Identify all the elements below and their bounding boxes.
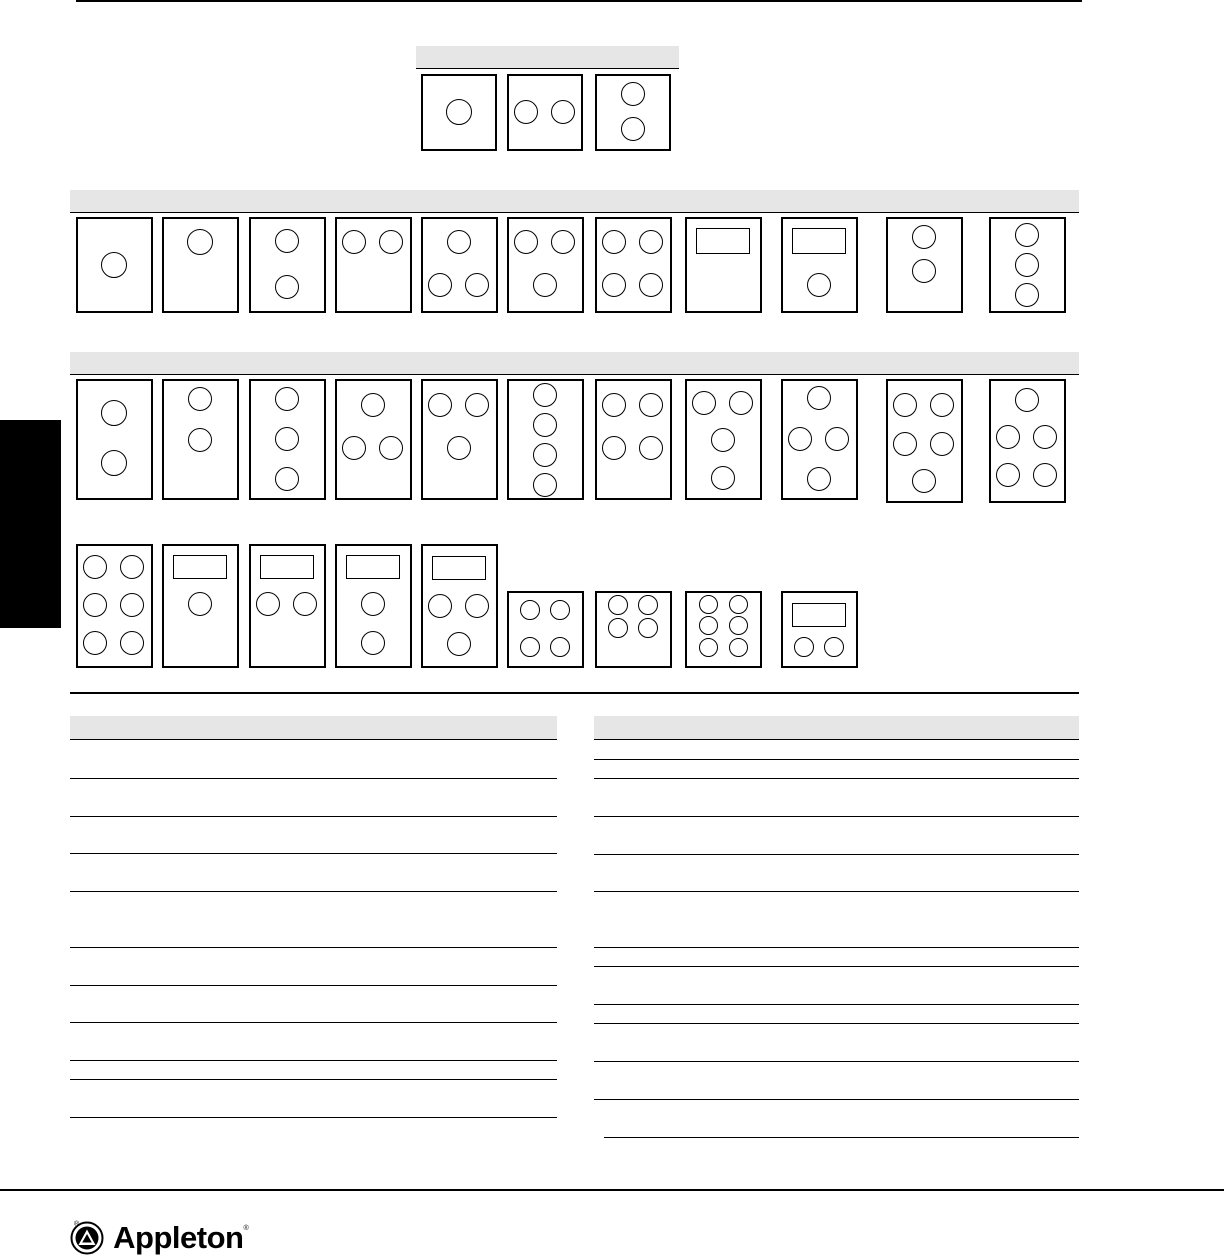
operator-circle-icon <box>447 436 471 460</box>
cover-diagram-g2-3 <box>249 217 326 313</box>
left-table-header <box>70 716 557 740</box>
table-row <box>594 1004 1079 1005</box>
operator-circle-icon <box>188 428 212 452</box>
operator-circle-icon <box>533 473 557 497</box>
operator-circle-icon <box>188 387 212 411</box>
operator-circle-icon <box>361 393 385 417</box>
operator-circle-icon <box>101 252 127 278</box>
operator-circle-icon <box>465 594 489 618</box>
cover-diagram-g4-9 <box>781 591 858 668</box>
operator-circle-icon <box>514 100 538 124</box>
meter-window-icon <box>792 603 846 627</box>
operator-circle-icon <box>120 555 144 579</box>
operator-circle-icon <box>638 618 658 638</box>
cover-diagram-g3-7 <box>595 379 672 500</box>
table-row <box>594 854 1079 855</box>
cover-diagram-g3-9 <box>781 379 858 500</box>
table-row <box>594 778 1079 779</box>
operator-circle-icon <box>533 443 557 467</box>
cover-diagram-g3-1 <box>76 379 153 500</box>
table-row <box>604 1137 1079 1138</box>
operator-circle-icon <box>533 383 557 407</box>
operator-circle-icon <box>1033 425 1057 449</box>
meter-window-icon <box>432 556 486 580</box>
table-row <box>70 891 557 892</box>
cover-diagram-g2-5 <box>421 217 498 313</box>
operator-circle-icon <box>428 393 452 417</box>
group-1-header-band <box>416 46 679 69</box>
operator-circle-icon <box>699 595 718 614</box>
operator-circle-icon <box>275 275 299 299</box>
operator-circle-icon <box>794 637 814 657</box>
operator-circle-icon <box>692 391 716 415</box>
table-row <box>594 816 1079 817</box>
operator-circle-icon <box>428 594 452 618</box>
cover-diagram-g2-4 <box>335 217 412 313</box>
appleton-logo <box>70 1218 249 1258</box>
operator-circle-icon <box>428 273 452 297</box>
operator-circle-icon <box>638 595 658 615</box>
operator-circle-icon <box>293 592 317 616</box>
table-row <box>594 947 1079 948</box>
cover-diagram-g4-5 <box>421 544 498 668</box>
operator-circle-icon <box>996 425 1020 449</box>
operator-circle-icon <box>83 555 107 579</box>
operator-circle-icon <box>711 428 735 452</box>
operator-circle-icon <box>187 229 213 255</box>
table-row <box>70 1117 557 1118</box>
section-thumb-tab <box>0 420 61 628</box>
table-row <box>594 1061 1079 1062</box>
operator-circle-icon <box>912 225 936 249</box>
operator-circle-icon <box>342 230 366 254</box>
table-row <box>70 1079 557 1080</box>
operator-circle-icon <box>602 230 626 254</box>
operator-circle-icon <box>608 618 628 638</box>
operator-circle-icon <box>361 592 385 616</box>
cover-diagram-g2-1 <box>76 217 153 313</box>
operator-circle-icon <box>807 273 831 297</box>
table-row <box>594 966 1079 967</box>
operator-circle-icon <box>447 230 471 254</box>
operator-circle-icon <box>465 273 489 297</box>
operator-circle-icon <box>807 386 831 410</box>
cover-diagram-g2-6 <box>507 217 584 313</box>
cover-diagram-g4-1 <box>76 544 153 668</box>
operator-circle-icon <box>256 592 280 616</box>
operator-circle-icon <box>893 432 917 456</box>
operator-circle-icon <box>621 82 645 106</box>
operator-circle-icon <box>699 638 718 657</box>
operator-circle-icon <box>520 600 540 620</box>
operator-circle-icon <box>379 436 403 460</box>
cover-diagram-g2-8 <box>685 217 762 313</box>
operator-circle-icon <box>533 273 557 297</box>
cover-diagram-g4-4 <box>335 544 412 668</box>
cover-diagram-g4-7 <box>595 591 672 668</box>
table-row <box>70 1022 557 1023</box>
group-3-header-band <box>70 352 1079 375</box>
operator-circle-icon <box>83 631 107 655</box>
cover-diagram-g2-7 <box>595 217 672 313</box>
cover-diagram-g4-6 <box>507 591 584 668</box>
brand-name: Appleton <box>113 1220 244 1255</box>
cover-diagram-g3-11 <box>989 379 1066 503</box>
meter-window-icon <box>260 555 314 579</box>
operator-circle-icon <box>729 391 753 415</box>
cover-diagram-g3-5 <box>421 379 498 500</box>
cover-diagram-g1-1 <box>421 74 497 151</box>
cover-diagram-g3-8 <box>685 379 762 500</box>
operator-circle-icon <box>729 595 748 614</box>
operator-circle-icon <box>361 631 385 655</box>
operator-circle-icon <box>520 637 540 657</box>
table-row <box>70 1060 557 1061</box>
cover-diagram-g4-8 <box>685 591 762 668</box>
cover-diagram-g4-3 <box>249 544 326 668</box>
operator-circle-icon <box>996 463 1020 487</box>
cover-diagram-g3-2 <box>162 379 239 500</box>
operator-circle-icon <box>639 230 663 254</box>
meter-window-icon <box>173 555 227 579</box>
operator-circle-icon <box>465 393 489 417</box>
cover-diagram-g3-6 <box>507 379 584 500</box>
cover-diagram-g2-10 <box>886 217 963 313</box>
logo-registered-mark-right: ® <box>243 1224 249 1232</box>
operator-circle-icon <box>120 631 144 655</box>
operator-circle-icon <box>275 427 299 451</box>
operator-circle-icon <box>1015 253 1039 277</box>
operator-circle-icon <box>379 230 403 254</box>
right-table-header <box>594 716 1079 740</box>
operator-circle-icon <box>120 593 144 617</box>
operator-circle-icon <box>825 427 849 451</box>
cover-diagram-g4-2 <box>162 544 239 668</box>
operator-circle-icon <box>729 638 748 657</box>
operator-circle-icon <box>1015 223 1039 247</box>
table-row <box>70 853 557 854</box>
table-row <box>594 1099 1079 1100</box>
operator-circle-icon <box>912 469 936 493</box>
cover-diagram-g1-2 <box>507 74 583 151</box>
operator-circle-icon <box>83 593 107 617</box>
operator-circle-icon <box>275 467 299 491</box>
cover-diagram-g2-9 <box>781 217 858 313</box>
operator-circle-icon <box>639 273 663 297</box>
cover-diagram-g2-2 <box>162 217 239 313</box>
operator-circle-icon <box>824 637 844 657</box>
operator-circle-icon <box>621 117 645 141</box>
operator-circle-icon <box>551 230 575 254</box>
operator-circle-icon <box>608 595 628 615</box>
operator-circle-icon <box>101 400 127 426</box>
operator-circle-icon <box>550 637 570 657</box>
operator-circle-icon <box>788 427 812 451</box>
operator-circle-icon <box>514 230 538 254</box>
operator-circle-icon <box>893 393 917 417</box>
operator-circle-icon <box>275 229 299 253</box>
operator-circle-icon <box>912 259 936 283</box>
section-divider <box>70 692 1079 694</box>
operator-circle-icon <box>1033 463 1057 487</box>
operator-circle-icon <box>639 436 663 460</box>
operator-circle-icon <box>101 450 127 476</box>
operator-circle-icon <box>930 432 954 456</box>
table-row <box>594 891 1079 892</box>
table-row <box>70 778 557 779</box>
operator-circle-icon <box>447 632 471 656</box>
cover-diagram-g3-10 <box>886 379 963 503</box>
top-rule <box>76 0 1082 2</box>
logo-registered-mark-left: ® <box>74 1220 80 1228</box>
operator-circle-icon <box>729 616 748 635</box>
operator-circle-icon <box>711 466 735 490</box>
footer-rule <box>0 1189 1224 1191</box>
table-row <box>70 947 557 948</box>
cover-diagram-g3-4 <box>335 379 412 500</box>
table-row <box>70 985 557 986</box>
operator-circle-icon <box>275 387 299 411</box>
operator-circle-icon <box>551 100 575 124</box>
meter-window-icon <box>346 555 400 579</box>
operator-circle-icon <box>446 99 472 125</box>
table-row <box>70 816 557 817</box>
operator-circle-icon <box>342 436 366 460</box>
cover-diagram-g1-3 <box>595 74 671 151</box>
operator-circle-icon <box>550 600 570 620</box>
operator-circle-icon <box>1015 283 1039 307</box>
operator-circle-icon <box>602 273 626 297</box>
meter-window-icon <box>792 228 846 254</box>
cover-diagram-g3-3 <box>249 379 326 500</box>
operator-circle-icon <box>1015 388 1039 412</box>
meter-window-icon <box>696 228 750 254</box>
operator-circle-icon <box>188 592 212 616</box>
operator-circle-icon <box>639 393 663 417</box>
operator-circle-icon <box>533 413 557 437</box>
operator-circle-icon <box>602 436 626 460</box>
group-2-header-band <box>70 190 1079 213</box>
table-row <box>594 1023 1079 1024</box>
operator-circle-icon <box>699 616 718 635</box>
operator-circle-icon <box>807 467 831 491</box>
operator-circle-icon <box>602 393 626 417</box>
operator-circle-icon <box>930 393 954 417</box>
table-row <box>594 759 1079 760</box>
cover-diagram-g2-11 <box>989 217 1066 313</box>
